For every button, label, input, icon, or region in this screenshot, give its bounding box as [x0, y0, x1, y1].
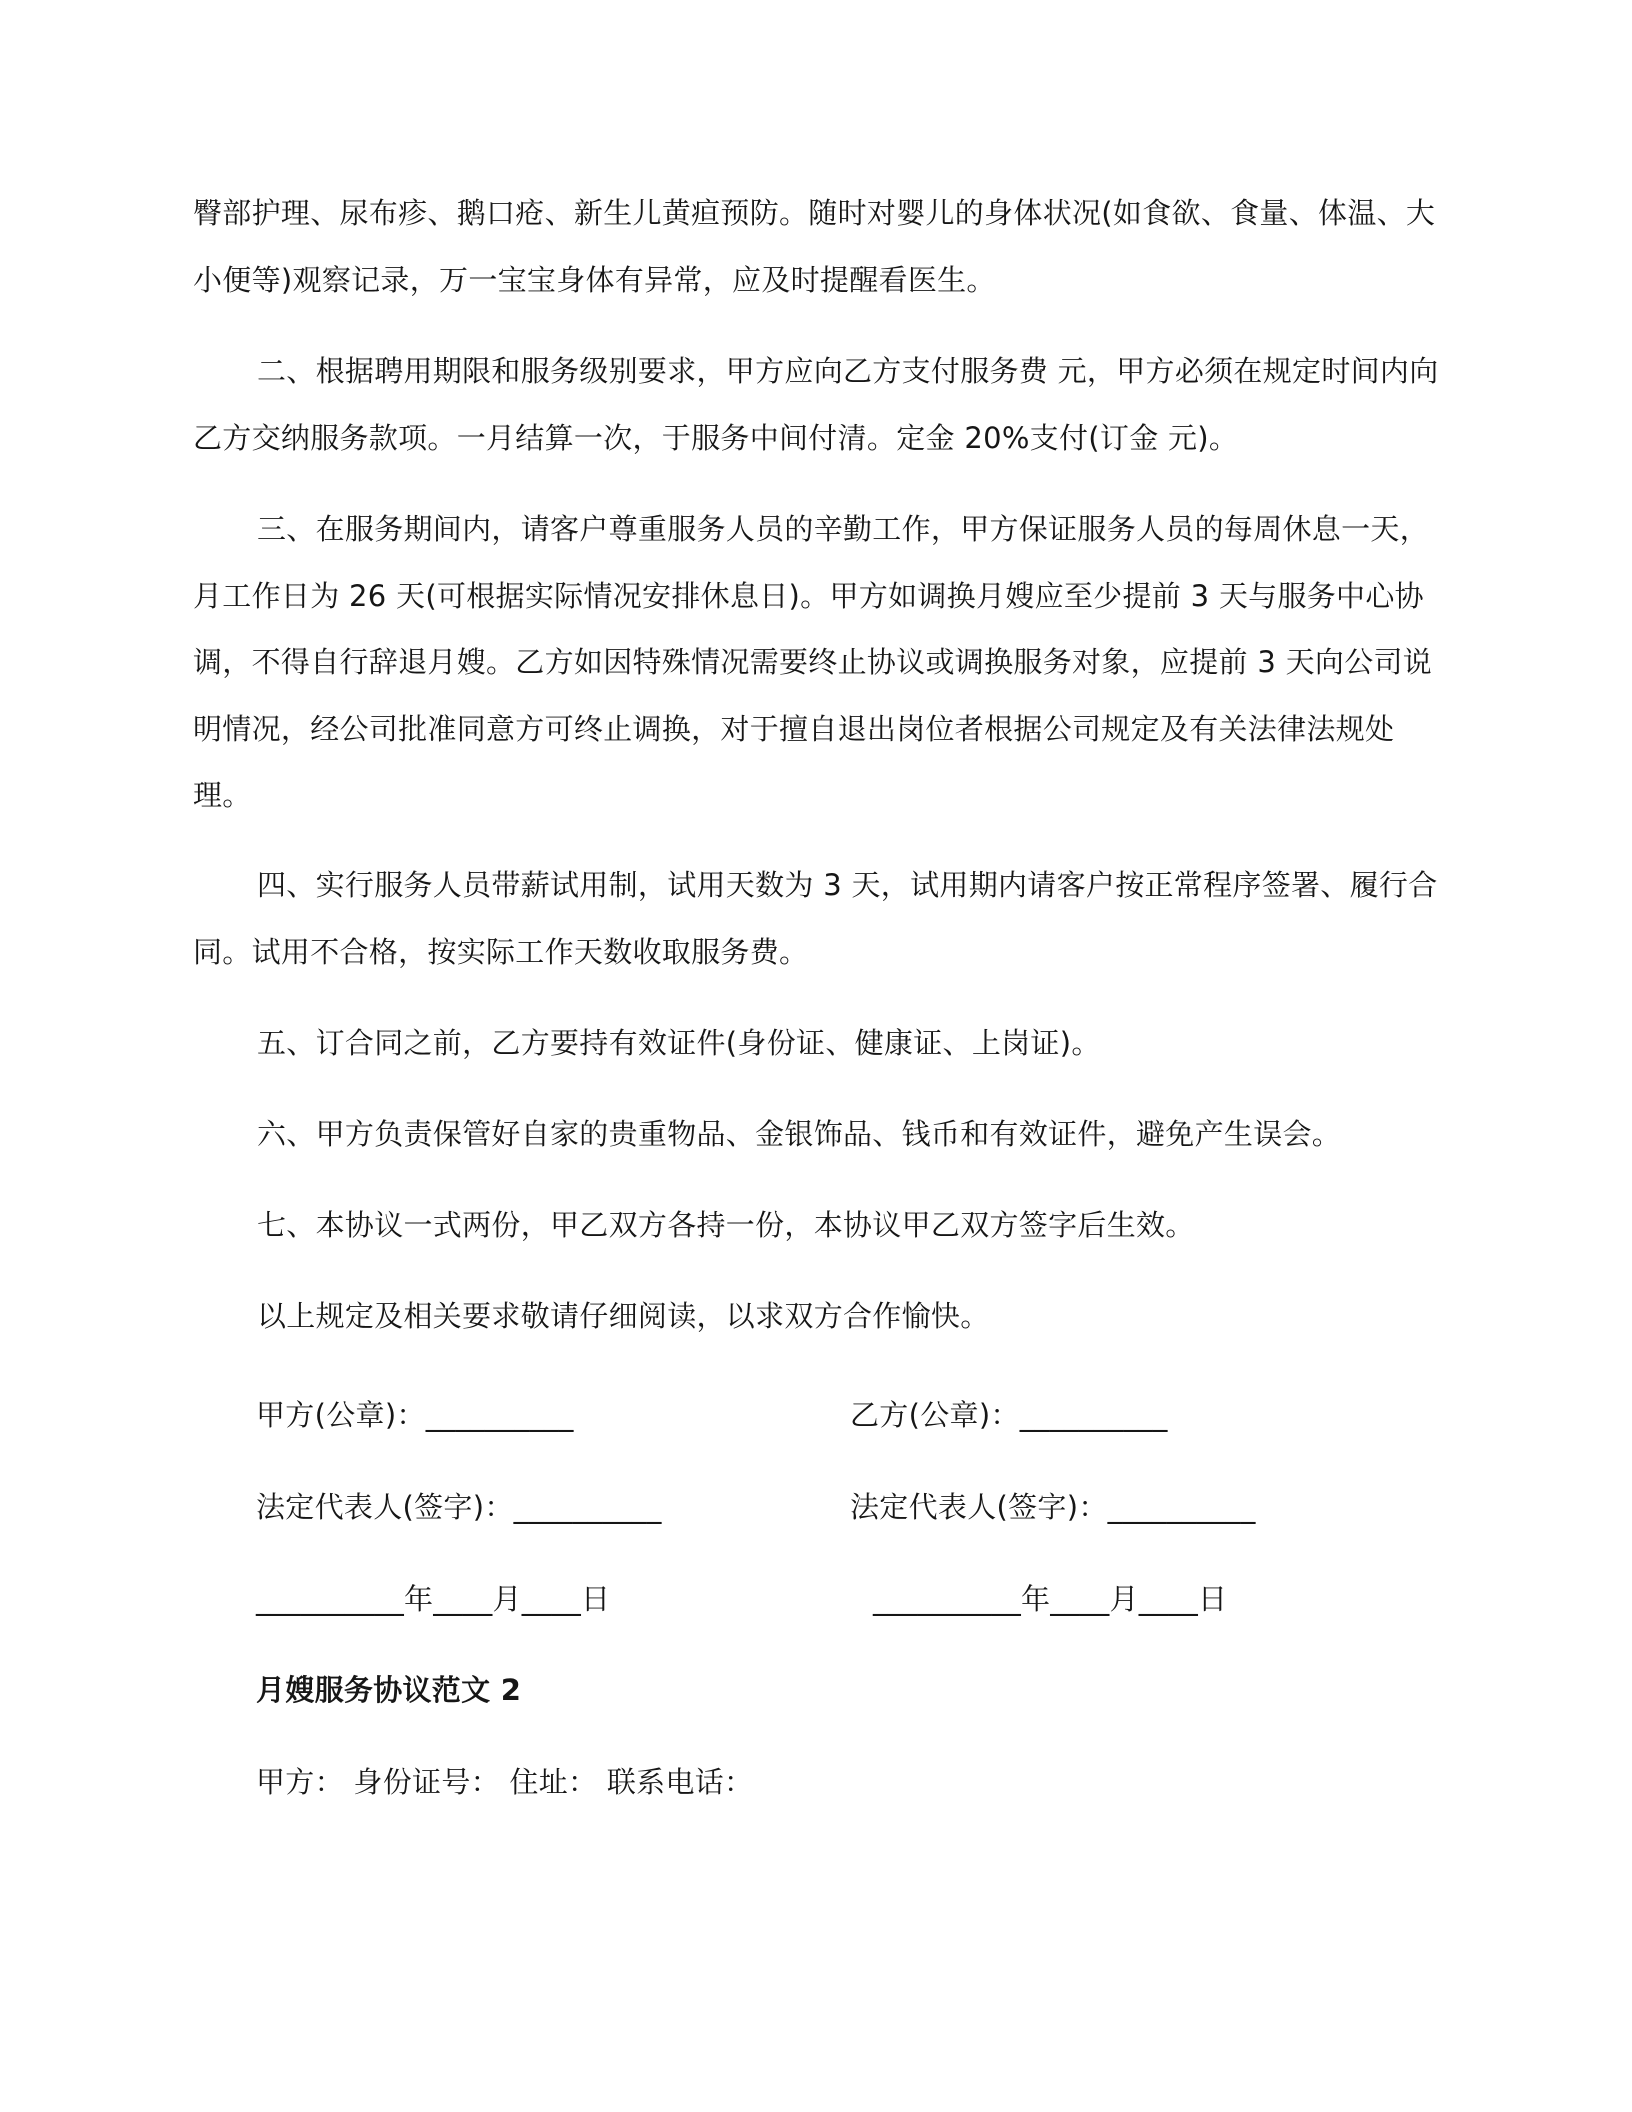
clause-6-valuables: 六、甲方负责保管好自家的贵重物品、金银饰品、钱币和有效证件，避免产生误会。 — [257, 1117, 1342, 1151]
section-2-heading: 月嫂服务协议范文 2 — [256, 1673, 522, 1707]
party-a-representative-field: 法定代表人(签字)：__________ — [256, 1490, 662, 1524]
paragraph-care-continuation: 臀部护理、尿布疹、鹅口疮、新生儿黄疸预防。随时对婴儿的身体状况(如食欲、食量、体温、大小便等)观察记录，万一宝宝身体有异常，应及时提醒看医生。 — [193, 196, 1436, 297]
clause-3-rest-days: 三、在服务期间内，请客户尊重服务人员的辛勤工作，甲方保证服务人员的每周休息一天，月工作日为 26 天(可根据实际情况安排休息日)。甲方如调换月嫂应至少提前 3 天与服务中心协调，不得自行辞退月嫂。乙方如因特殊情况需要终止协议或调换服务对象，应提前 3 天向公司说明情况，经公司批准同意方可终止调换，对于擅自退出岗位者根据公司规定及有关法律法规处理。 — [193, 512, 1433, 812]
clause-2-payment: 二、根据聘用期限和服务级别要求，甲方应向乙方支付服务费 元，甲方必须在规定时间内向乙方交纳服务款项。一月结算一次，于服务中间付清。定金 20%支付(订金 元)。 — [193, 354, 1439, 455]
clause-7-copies: 七、本协议一式两份，甲乙双方各持一份，本协议甲乙双方签字后生效。 — [257, 1208, 1195, 1242]
closing-note: 以上规定及相关要求敬请仔细阅读，以求双方合作愉快。 — [257, 1299, 990, 1333]
clause-4-trial: 四、实行服务人员带薪试用制，试用天数为 3 天，试用期内请客户按正常程序签署、履行合同。试用不合格，按实际工作天数收取服务费。 — [193, 868, 1438, 969]
section-2-party-a-info: 甲方： 身份证号： 住址： 联系电话： — [256, 1765, 754, 1799]
party-b-representative-field: 法定代表人(签字)：__________ — [850, 1490, 1256, 1524]
party-a-seal-field: 甲方(公章)：__________ — [256, 1398, 574, 1432]
clause-5-certificates: 五、订合同之前，乙方要持有效证件(身份证、健康证、上岗证)。 — [257, 1026, 1101, 1060]
party-b-date-field: __________年____月____日 — [873, 1582, 1228, 1616]
party-b-seal-field: 乙方(公章)：__________ — [850, 1398, 1168, 1432]
party-a-date-field: __________年____月____日 — [256, 1582, 611, 1616]
